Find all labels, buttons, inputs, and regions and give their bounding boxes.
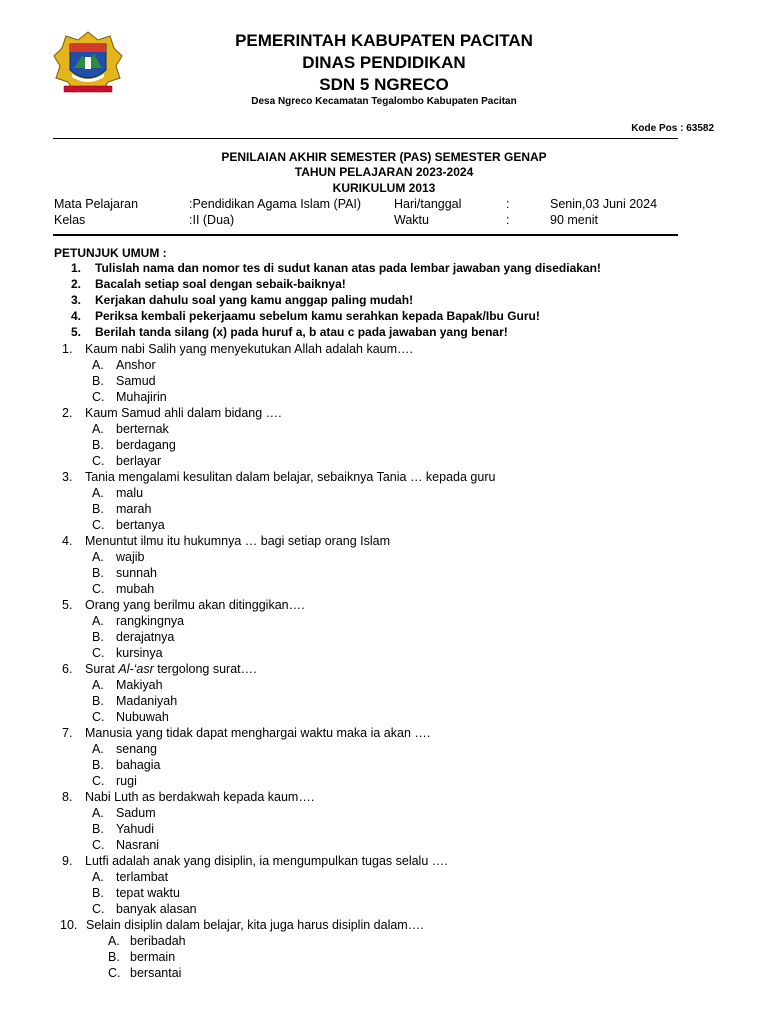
question-number: 4. xyxy=(62,534,73,548)
option-letter: C. xyxy=(92,518,105,532)
instructions-title: PETUNJUK UMUM : xyxy=(54,246,167,260)
option-text: bahagia xyxy=(116,758,161,772)
question-number: 8. xyxy=(62,790,73,804)
question-text: Manusia yang tidak dapat menghargai waktu maka ia akan …. xyxy=(85,726,431,740)
option-letter: A. xyxy=(92,742,104,756)
option-text: marah xyxy=(116,502,152,516)
exam-title: PENILAIAN AKHIR SEMESTER (PAS) SEMESTER GENAP xyxy=(221,150,547,164)
subject-value: :Pendidikan Agama Islam (PAI) xyxy=(189,197,362,211)
question-text: Nabi Luth as berdakwah kepada kaum…. xyxy=(85,790,315,804)
option-letter: B. xyxy=(108,950,120,964)
instruction-number: 4. xyxy=(70,309,81,323)
class-label: Kelas xyxy=(54,213,86,227)
question-number: 10. xyxy=(60,918,78,932)
option-text: bersantai xyxy=(130,966,182,980)
academic-year: TAHUN PELAJARAN 2023-2024 xyxy=(294,165,474,179)
question-text: Selain disiplin dalam belajar, kita juga harus disiplin dalam…. xyxy=(86,918,424,932)
option-text: rugi xyxy=(116,774,137,788)
option-letter: A. xyxy=(92,678,104,692)
option-letter: C. xyxy=(92,710,105,724)
time-value: 90 menit xyxy=(550,213,598,227)
question-number: 7. xyxy=(62,726,73,740)
option-letter: B. xyxy=(92,822,104,836)
instruction-number: 1. xyxy=(70,261,81,275)
option-text: wajib xyxy=(116,550,145,564)
question-text: Tania mengalami kesulitan dalam belajar, sebaiknya Tania … kepada guru xyxy=(85,470,496,484)
department-heading: DINAS PENDIDIKAN xyxy=(302,53,466,72)
option-text: banyak alasan xyxy=(116,902,197,916)
option-text: tepat waktu xyxy=(116,886,180,900)
question-text: Lutfi adalah anak yang disiplin, ia mengumpulkan tugas selalu …. xyxy=(85,854,448,868)
option-text: berdagang xyxy=(116,438,176,452)
class-value: :II (Dua) xyxy=(189,213,235,227)
question-text xyxy=(85,662,257,676)
option-letter: A. xyxy=(92,806,104,820)
instruction-text: Periksa kembali pekerjaamu sebelum kamu serahkan kepada Bapak/Ibu Guru! xyxy=(95,309,540,323)
school-name: SDN 5 NGRECO xyxy=(319,75,449,94)
question-number: 5. xyxy=(62,598,73,612)
instruction-text: Tulislah nama dan nomor tes di sudut kanan atas pada lembar jawaban yang disediakan! xyxy=(95,261,601,275)
question-number: 1. xyxy=(62,342,73,356)
option-text: malu xyxy=(116,486,144,500)
time-colon: : xyxy=(506,213,510,227)
option-text: mubah xyxy=(116,582,155,596)
instruction-number: 2. xyxy=(70,277,81,291)
option-letter: B. xyxy=(92,502,104,516)
question-number: 3. xyxy=(62,470,73,484)
option-letter: C. xyxy=(92,454,105,468)
option-letter: B. xyxy=(92,886,104,900)
instruction-text: Berilah tanda silang (x) pada huruf a, b atau c pada jawaban yang benar! xyxy=(95,325,508,339)
option-letter: B. xyxy=(92,694,104,708)
question-text-italic: Al-‘asr xyxy=(118,662,154,676)
option-letter: A. xyxy=(108,934,120,948)
curriculum: KURIKULUM 2013 xyxy=(332,181,436,195)
option-letter: B. xyxy=(92,374,104,388)
instruction-text: Kerjakan dahulu soal yang kamu anggap paling mudah! xyxy=(95,293,414,307)
option-text: Nubuwah xyxy=(116,710,169,724)
question-text-part: tergolong surat…. xyxy=(153,662,257,676)
option-letter: B. xyxy=(92,758,104,772)
option-letter: A. xyxy=(92,870,104,884)
option-letter: B. xyxy=(92,438,104,452)
option-letter: C. xyxy=(92,774,105,788)
option-letter: C. xyxy=(92,646,105,660)
option-text: bertanya xyxy=(116,518,165,532)
question-text-part: Surat xyxy=(85,662,119,676)
question-text: Kaum Samud ahli dalam bidang …. xyxy=(85,406,282,420)
option-text: sunnah xyxy=(116,566,158,580)
option-text: derajatnya xyxy=(116,630,175,644)
option-letter: C. xyxy=(108,966,121,980)
option-letter: C. xyxy=(92,390,105,404)
meta-divider xyxy=(53,234,678,236)
option-letter: C. xyxy=(92,582,105,596)
option-letter: A. xyxy=(92,550,104,564)
option-text: Anshor xyxy=(116,358,156,372)
option-letter: C. xyxy=(92,838,105,852)
option-letter: B. xyxy=(92,630,104,644)
option-letter: A. xyxy=(92,614,104,628)
question-number: 9. xyxy=(62,854,73,868)
instruction-text: Bacalah setiap soal dengan sebaik-baiknya! xyxy=(95,277,346,291)
option-text: Yahudi xyxy=(116,822,154,836)
postal-code: Kode Pos : 63582 xyxy=(631,123,714,134)
day-colon: : xyxy=(506,197,510,211)
question-text: Menuntut ilmu itu hukumnya … bagi setiap orang Islam xyxy=(85,534,391,548)
option-letter: A. xyxy=(92,422,104,436)
option-text: rangkingnya xyxy=(116,614,185,628)
option-text: Samud xyxy=(116,374,156,388)
option-text: berlayar xyxy=(116,454,162,468)
question-number: 6. xyxy=(62,662,73,676)
option-text: senang xyxy=(116,742,158,756)
option-letter: B. xyxy=(92,566,104,580)
option-text: terlambat xyxy=(116,870,169,884)
option-text: kursinya xyxy=(116,646,163,660)
option-text: beribadah xyxy=(130,934,186,948)
option-text: Nasrani xyxy=(116,838,160,852)
option-text: Sadum xyxy=(116,806,156,820)
instruction-number: 5. xyxy=(70,325,81,339)
header-divider xyxy=(53,138,678,139)
option-text: Muhajirin xyxy=(116,390,167,404)
government-heading: PEMERINTAH KABUPATEN PACITAN xyxy=(235,31,533,50)
school-address: Desa Ngreco Kecamatan Tegalombo Kabupaten Pacitan xyxy=(251,96,517,107)
time-label: Waktu xyxy=(394,213,429,227)
option-text: Madaniyah xyxy=(116,694,178,708)
option-letter: A. xyxy=(92,486,104,500)
question-text: Orang yang berilmu akan ditinggikan…. xyxy=(85,598,305,612)
day-label: Hari/tanggal xyxy=(394,197,462,211)
instruction-number: 3. xyxy=(70,293,81,307)
option-text: berternak xyxy=(116,422,169,436)
option-text: bermain xyxy=(130,950,176,964)
question-number: 2. xyxy=(62,406,73,420)
subject-label: Mata Pelajaran xyxy=(54,197,139,211)
option-letter: C. xyxy=(92,902,105,916)
day-value: Senin,03 Juni 2024 xyxy=(550,197,658,211)
option-letter: A. xyxy=(92,358,104,372)
question-text: Kaum nabi Salih yang menyekutukan Allah adalah kaum…. xyxy=(85,342,413,356)
option-text: Makiyah xyxy=(116,678,163,692)
